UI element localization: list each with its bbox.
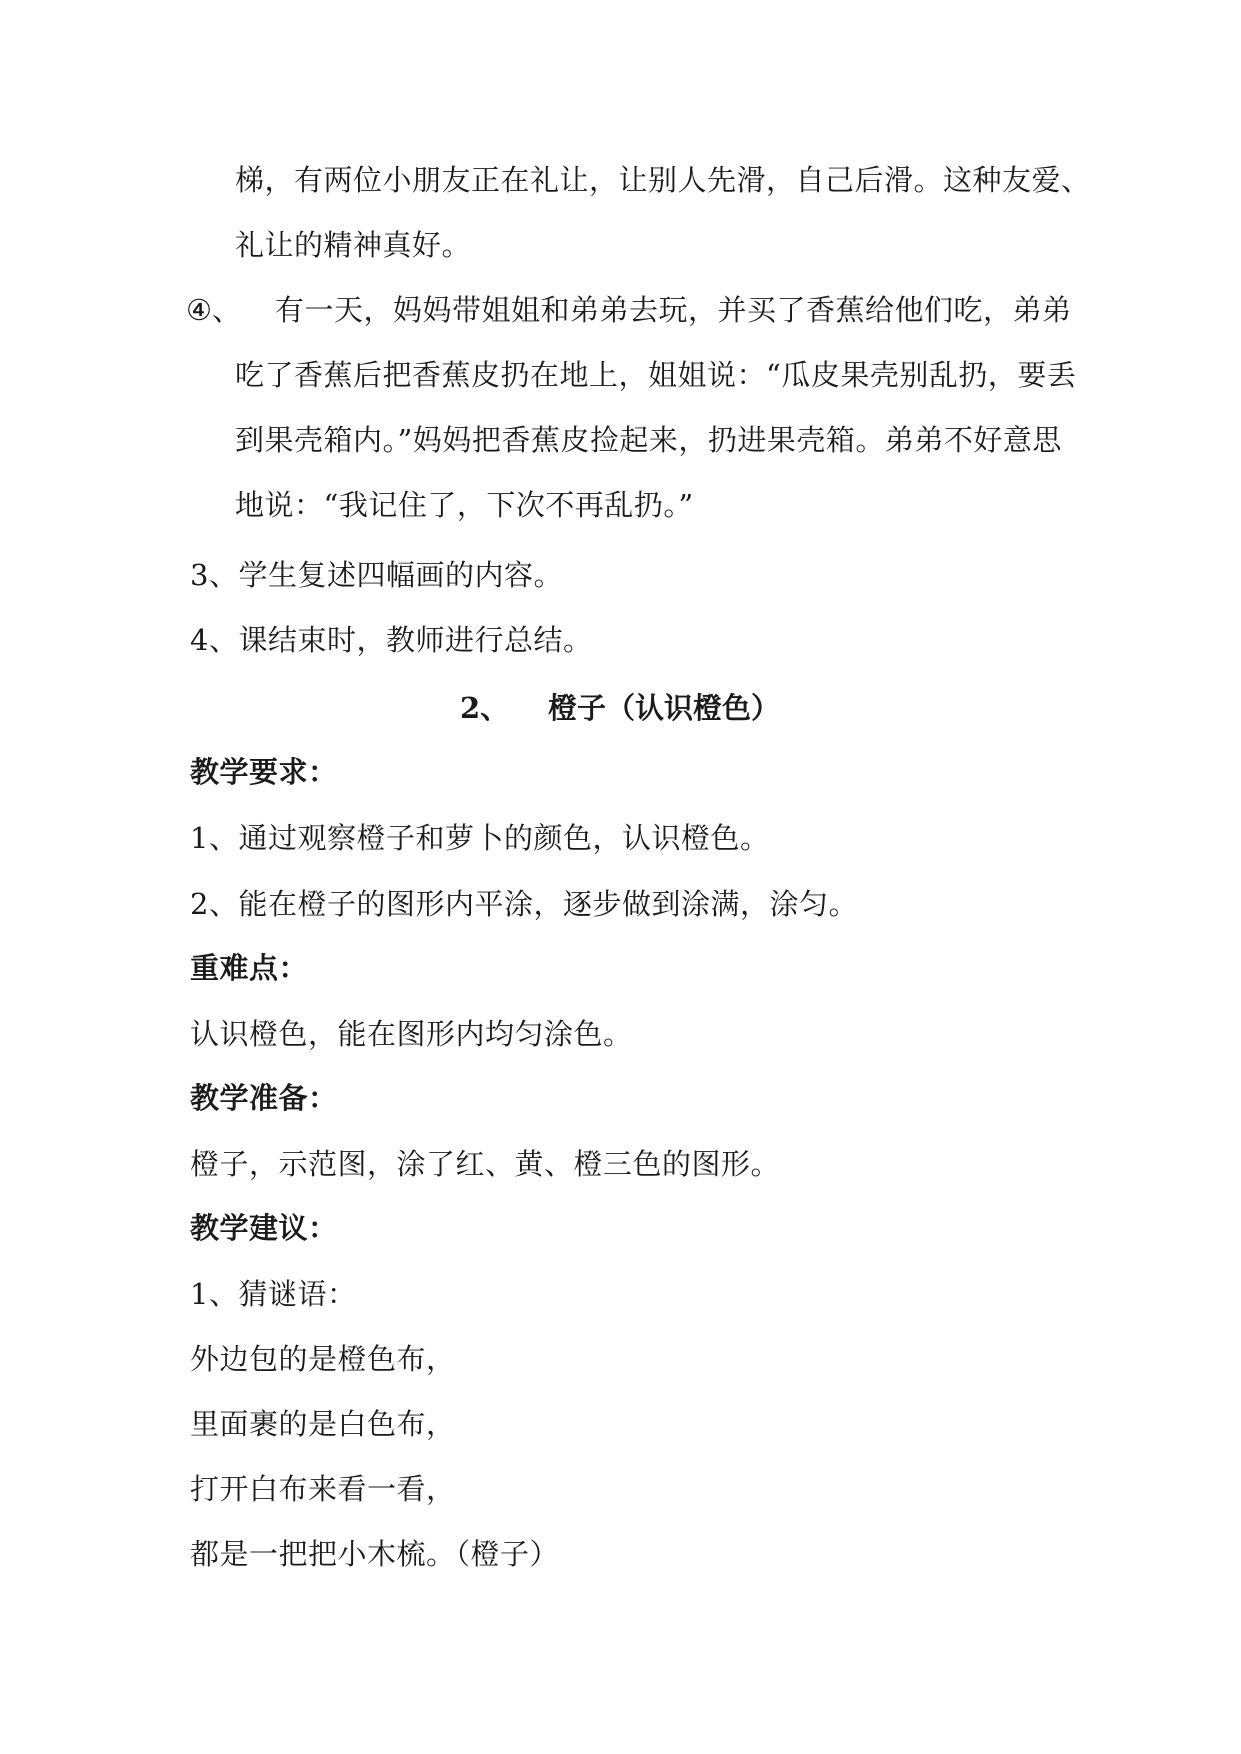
preparation-text: 橙子，示范图，涂了红、黄、橙三色的图形。 xyxy=(190,1147,781,1181)
riddle-line-1: 外边包的是橙色布， xyxy=(190,1342,456,1376)
riddle-line-4: 都是一把把小木梳。（橙子） xyxy=(190,1537,560,1571)
riddle-line-3: 打开白布来看一看， xyxy=(190,1472,456,1506)
preparation-heading: 教学准备： xyxy=(190,1081,338,1115)
requirement-2: 2、能在橙子的图形内平涂，逐步做到涂满，涂匀。 xyxy=(190,887,858,921)
suggestion-1: 1、猜谜语： xyxy=(190,1277,357,1311)
continuation-line-2: 礼让的精神真好。 xyxy=(235,228,472,262)
continuation-line-1: 梯，有两位小朋友正在礼让，让别人先滑，自己后滑。这种友爱、 xyxy=(235,163,1091,197)
item4-marker: ④、 xyxy=(186,293,241,327)
item4-line-2: 吃了香蕉后把香蕉皮扔在地上，姐姐说：“瓜皮果壳别乱扔，要丢 xyxy=(235,358,1077,392)
step-3: 3、学生复述四幅画的内容。 xyxy=(190,558,563,592)
requirement-1: 1、通过观察橙子和萝卜的颜色，认识橙色。 xyxy=(190,821,770,855)
item4-line-3: 到果壳箱内。”妈妈把香蕉皮捡起来，扔进果壳箱。弟弟不好意思 xyxy=(235,423,1062,457)
key-points-text: 认识橙色，能在图形内均匀涂色。 xyxy=(190,1017,633,1051)
item4-line-4: 地说：“我记住了，下次不再乱扔。” xyxy=(235,488,694,522)
item4-line-1: 有一天，妈妈带姐姐和弟弟去玩，并买了香蕉给他们吃，弟弟 xyxy=(275,293,1072,327)
lesson-title: 橙子（认识橙色） xyxy=(548,691,781,725)
riddle-line-2: 里面裹的是白色布， xyxy=(190,1407,456,1441)
lesson-number: 2、 xyxy=(460,691,510,725)
key-points-heading: 重难点： xyxy=(190,951,309,985)
requirements-heading: 教学要求： xyxy=(190,755,338,789)
step-4: 4、课结束时，教师进行总结。 xyxy=(190,623,593,657)
suggestions-heading: 教学建议： xyxy=(190,1211,338,1245)
